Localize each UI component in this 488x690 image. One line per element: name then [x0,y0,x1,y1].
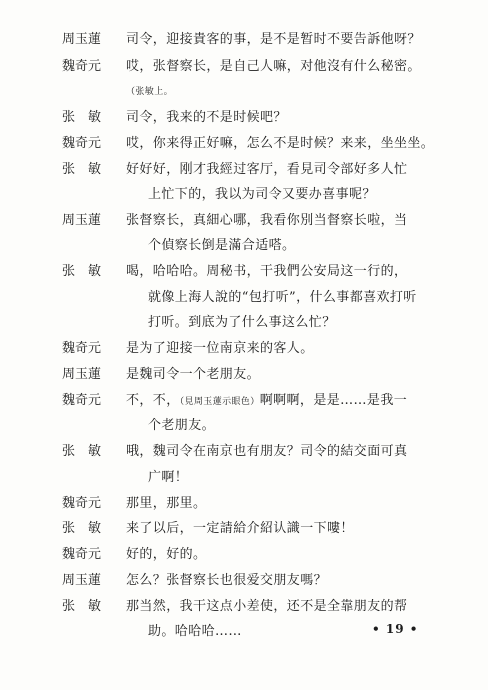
dialogue-text: 司令，我来的不是时候吧？ [126,110,287,125]
speaker-name: 魏奇元 [62,393,102,408]
speaker-name: 张 敏 [62,264,102,279]
dialogue-text: 助。哈哈哈…… [148,624,242,639]
dialogue-text: 广啊！ [148,470,189,485]
dialogue-text: 哎，你来得正好嘛，怎么不是时候？来来，坐坐坐。 [126,136,435,151]
dialogue-text: 怎么？张督察长也很爱交朋友嗎？ [126,573,328,588]
dialogue-continuation [0,466,488,490]
dialogue-text: 好好好，刚才我經过客厅，看見司令部好多人忙 [126,162,408,177]
dialogue-text: 司令，迎接貴客的事，是不是暂时不要告訴他呀？ [126,32,421,47]
speaker-name: 周玉蓮 [62,32,102,47]
dialogue-text: 打听。到底为了什么事这么忙？ [148,315,336,330]
dialogue-line [0,209,488,233]
dialogue-text: 个老朋友。 [148,418,216,433]
dialogue-continuation [0,234,488,258]
stage-direction: （张敏上。 [126,87,174,97]
dialogue-line [0,132,488,156]
dialogue-continuation [0,286,488,310]
dialogue-continuation [0,414,488,438]
dialogue-line [0,260,488,284]
dialogue-line [0,158,488,182]
dialogue-line [0,595,488,619]
dialogue-text: 来了以后，一定請給介紹认識一下嘍！ [126,521,354,536]
speaker-name: 张 敏 [62,162,102,177]
speaker-name: 周玉蓮 [62,367,102,382]
dialogue-line [0,337,488,361]
speaker-name: 魏奇元 [62,341,102,356]
dialogue-text: 喝，哈哈哈。周秘书，干我們公安局这一行的， [126,264,408,279]
dialogue-line [0,106,488,130]
speaker-name: 魏奇元 [62,547,102,562]
dialogue-text: 哎，张督察长，是自己人嘛，对他沒有什么秘密。 [126,59,421,74]
speaker-name: 张 敏 [62,521,102,536]
stage-direction-line [0,80,488,104]
dialogue-text: 上忙下的，我以为司令又要办喜事呢？ [148,187,376,202]
dialogue-text: 哦，魏司令在南京也有朋友？司令的結交面可真 [126,444,408,459]
dialogue-text: 好的，好的。 [126,547,207,562]
dialogue-line [0,28,488,52]
dialogue-line [0,55,488,79]
speaker-name: 魏奇元 [62,496,102,511]
dialogue-text: 是为了迎接一位南京来的客人。 [126,341,314,356]
dialogue-line [0,363,488,387]
dialogue-line [0,517,488,541]
dialogue-line [0,569,488,593]
dialogue-text: 张督察长，真細心哪，我看你別当督察长啦，当 [126,213,408,228]
dialogue-line [0,440,488,464]
dialogue-text-part: 不，不， [126,393,180,408]
speaker-name: 张 敏 [62,599,102,614]
dialogue-text: 那当然，我干这点小差使，还不是全靠朋友的帮 [126,599,408,614]
dialogue-text: 那里，那里。 [126,496,207,511]
dialogue-text: 个偵察长倒是滿合适嗒。 [148,238,296,253]
dialogue-line [0,492,488,516]
dialogue-text-part: 啊啊啊，是是……是我一 [259,393,408,408]
dialogue-line [0,543,488,567]
dialogue-text: 是魏司令一个老朋友。 [126,367,261,382]
dialogue-text [126,389,464,414]
speaker-name: 周玉蓮 [62,213,102,228]
dialogue-continuation [0,311,488,335]
speaker-name: 周玉蓮 [62,573,102,588]
dialogue-line [0,389,488,413]
speaker-name: 魏奇元 [62,59,102,74]
dialogue-continuation [0,183,488,207]
speaker-name: 张 敏 [62,110,102,125]
stage-direction: （見周玉蓮示眼色） [179,397,260,407]
dialogue-text: 就像上海人說的“包打听”，什么事都喜欢打听 [148,290,417,305]
page-number: • 19 • [372,622,419,636]
speaker-name: 魏奇元 [62,136,102,151]
speaker-name: 张 敏 [62,444,102,459]
